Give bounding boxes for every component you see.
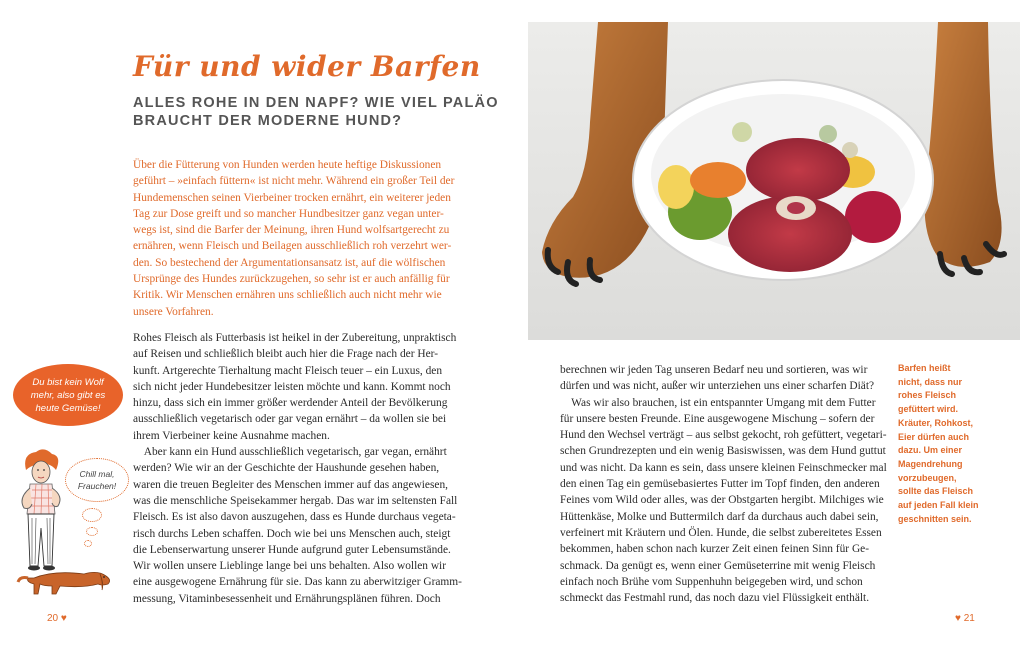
text-line: Wir wollen unsere Lieblinge lange bei uns behalten. Also wollen wir: [133, 560, 447, 573]
chapter-title: Für und wider Barfen: [133, 50, 481, 83]
text-line: waren die treuen Begleiter des Menschen immer auf das angewiesen,: [133, 478, 449, 491]
side-note-line: Kräuter, Rohkost,: [898, 417, 974, 428]
text-line: Was wir also brauchen, ist ein entspannter Umgang mit dem Futter: [560, 396, 876, 409]
food-bowl-photo: [528, 22, 1020, 340]
text-line: den einen Tag ein gemüsebasiertes Futter im Topf finden, den anderen: [560, 478, 880, 491]
text-line: schmack. Da genügt es, wenn einer Gemüseterrine mit wenig Fleisch: [560, 559, 876, 572]
side-note-line: Barfen heißt: [898, 363, 951, 373]
thought-dot: [82, 508, 102, 522]
text-line: wegs ist, sind die Barfer der Meinung, ihren Hund wolfsartgerecht zu: [133, 224, 450, 237]
bubble-line: Du bist kein Wolf: [32, 376, 104, 388]
text-line: Hundemenschen seinen Vierbeiner trocken ernährt, ein weiterer jeden: [133, 191, 451, 204]
text-line: und was nicht. Da kann es sein, dass unsere kleinen Feinschmecker mal: [560, 461, 887, 474]
text-line: ihrem Vierbeiner keine Ausnahme machen.: [133, 429, 330, 442]
dog-bubble-line: Frauchen!: [77, 481, 117, 491]
text-line: schen Grundrezepten und ein wenig Basiswissen, was dem Hund guttut: [560, 445, 886, 458]
side-note-line: gefüttert wird.: [898, 404, 958, 415]
text-line: eine ausgewogene Ernährung für sie. Das kann zu aberwitziger Gramm-: [133, 576, 462, 589]
side-note: [898, 362, 979, 526]
thought-dot: [84, 540, 92, 547]
side-note-line: geschnitten sein.: [898, 513, 972, 524]
subtitle-line: BRAUCHT DER MODERNE HUND?: [133, 113, 403, 129]
text-line: dürfen und was nicht, außer wir unterziehen uns einer scharfen Diät?: [560, 380, 875, 393]
side-note-line: auf jeden Fall klein: [898, 500, 979, 511]
text-line: Rohes Fleisch als Futterbasis ist heikel in der Zubereitung, unpraktisch: [133, 332, 457, 344]
bubble-line: mehr, also gibt es: [30, 389, 106, 401]
text-line: berechnen wir jeden Tag unseren Bedarf neu und sortieren, was wir: [560, 364, 868, 376]
text-line: Tag zur Dose greift und so mancher Hundbesitzer ganz vegan unter-: [133, 207, 444, 220]
text-line: verfeinert mit Kräutern und Ölen. Hunde, die selbst zubereitetes Essen: [560, 526, 882, 539]
text-line: hinzu, dass sich ein immer größer werdender Anteil der Bevölkerung: [133, 397, 448, 410]
side-note-line: vorzubeugen,: [898, 472, 957, 483]
text-line: risch durchs Leben schaffen. Doch wie bei uns Menschen auch, steigt: [133, 527, 451, 540]
dog-bubble-line: Chill mal,: [79, 469, 115, 479]
text-line: Aber kann ein Hund ausschließlich vegetarisch, gar vegan, ernährt: [133, 446, 447, 459]
text-line: kunft. Artgerechte Tierhaltung macht Fleisch teuer – ein Luxus, den: [133, 364, 443, 377]
thought-dot: [86, 527, 98, 536]
text-line: auf Reisen und schließlich bleibt auch hier die Frage nach der Her-: [133, 348, 438, 361]
bubble-line: heute Gemüse!: [35, 402, 101, 414]
body-column-left: [133, 330, 462, 607]
text-line: ausschließlich vegetarisch oder gar vegan ernährt – da wollen sie bei: [133, 413, 447, 426]
text-line: Hüttenkäse, Molke und Buttermilch darf da durchaus auch dabei sein,: [560, 510, 879, 523]
side-note-line: rohes Fleisch: [898, 390, 957, 401]
side-note-line: Magendrehung: [898, 458, 963, 469]
text-line: Über die Fütterung von Hunden werden heute heftige Diskussionen: [133, 159, 442, 171]
text-line: unsere Vorfahren.: [133, 305, 214, 318]
text-line: den. So bestechend der Argumentationsansatz ist, auf die wölfischen: [133, 256, 446, 269]
page-number-left: 20 ♥: [47, 613, 67, 624]
text-line: Kritik. Wir Menschen ernähren uns schließlich auch nicht mehr wie: [133, 289, 442, 302]
body-column-right: [560, 362, 887, 606]
text-line: was die menschliche Speisekammer hergab. Das war im seltensten Fall: [133, 494, 458, 507]
text-line: die Lebenserwartung unserer Hunde aufgrund guter Lebensumstände.: [133, 543, 451, 556]
text-line: Hund den Wechsel verträgt – aus selbst gekocht, roh gefüttert, vegetari-: [560, 429, 887, 442]
text-line: ernähren, wenn Fleisch und Beilagen ausschließlich roh verzehrt wer-: [133, 240, 452, 253]
page-number-right: ♥ 21: [955, 613, 975, 624]
text-line: geführt – »einfach füttern« ist nicht mehr. Während ein großer Teil der: [133, 175, 455, 188]
intro-paragraph: [133, 157, 454, 320]
text-line: Feines vom Wild oder alles, was der Obstgarten hergibt. Milchiges wie: [560, 494, 884, 507]
text-line: Ursprünge des Hundes zurückzugehen, so sehr ist er auch anfällig für: [133, 273, 450, 286]
text-line: einfach noch Brühe vom Suppenhuhn beigegeben wird, und schon: [560, 575, 863, 588]
text-line: für unsere besten Freunde. Eine ausgewogene Mischung – sofern der: [560, 412, 875, 425]
text-line: sich nicht jeder Hundebesitzer leisten möchte und kann. Kommt noch: [133, 380, 451, 393]
text-line: messung, Vitaminbesessenheit und Ernährungsplänen führen. Doch: [133, 592, 441, 605]
speech-bubble: [13, 364, 123, 426]
chapter-subtitle: [133, 94, 499, 130]
side-note-line: sollte das Fleisch: [898, 486, 974, 497]
side-note-line: nicht, dass nur: [898, 376, 963, 387]
side-note-line: Eier dürfen auch: [898, 431, 970, 442]
text-line: werden? Wie wir an der Geschichte der Haushunde gesehen haben,: [133, 462, 440, 475]
subtitle-line: ALLES ROHE IN DEN NAPF? WIE VIEL PALÄO: [133, 95, 499, 111]
text-line: schmeckt das Festmahl rund, das noch dazu viel Flüssigkeit enthält.: [560, 592, 870, 605]
text-line: Fleisch. Es ist also davon auszugehen, dass es Hunde durchaus vegeta-: [133, 511, 456, 524]
side-note-line: dazu. Um einer: [898, 445, 963, 456]
text-line: bekommen, haben schon nach kurzer Zeit einen feinen Sinn für Ge-: [560, 543, 870, 556]
dog-thought-bubble: [65, 458, 129, 502]
